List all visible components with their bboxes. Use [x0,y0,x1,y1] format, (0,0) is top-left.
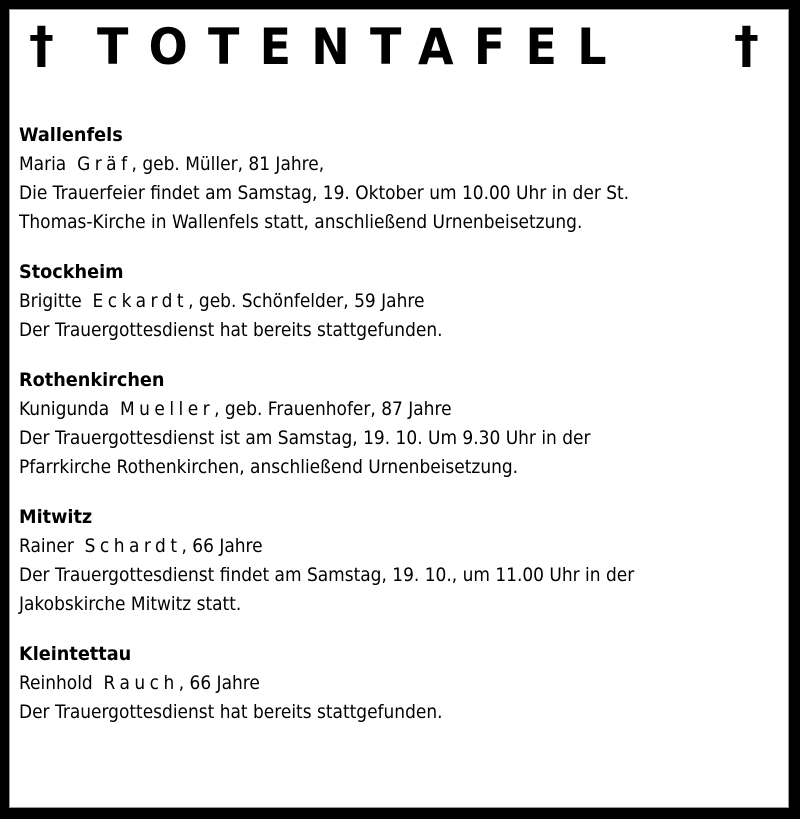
surname: Gräf [77,153,132,175]
entry-text-line: Der Trauergottesdienst hat bereits stattgefunden. [19,319,443,341]
entry-name [19,669,699,698]
entry-name [19,395,699,424]
entry-text-line: Pfarrkirche Rothenkirchen, anschließend Urnenbeisetzung. [19,456,519,478]
name-details: , 66 Jahre [178,672,260,694]
obituary-entry [19,366,779,482]
first-name: Maria [19,153,67,175]
first-name: Brigitte [19,290,82,312]
name-details: , 66 Jahre [181,535,263,557]
first-name: Reinhold [19,672,93,694]
surname: Schardt [84,535,182,557]
entry-text-line: Jakobskirche Mitwitz statt. [19,593,242,615]
first-name: Kunigunda [19,398,110,420]
surname: Eckardt [92,290,189,312]
first-name: Rainer [19,535,74,557]
obituary-entry [19,258,779,345]
entry-text-line: Der Trauergottesdienst findet am Samstag, 19. 10., um 11.00 Uhr in der [19,564,635,586]
entry-text-line: Thomas-Kirche in Wallenfels statt, anschließend Urnenbeisetzung. [19,211,583,233]
surname: Rauch [103,672,179,694]
name-details: , geb. Müller, 81 Jahre, [131,153,325,175]
header [9,9,789,89]
surname: Mueller [119,398,215,420]
entry-place: Mitwitz [19,506,93,528]
obituary-entry [19,503,779,619]
entry-text-line: Der Trauergottesdienst hat bereits stattgefunden. [19,701,443,723]
entry-place: Stockheim [19,261,124,283]
obituary-entry [19,640,779,727]
entry-name [19,532,699,561]
entry-text-line: Die Trauerfeier findet am Samstag, 19. Oktober um 10.00 Uhr in der St. [19,182,630,204]
entry-text-line: Der Trauergottesdienst ist am Samstag, 19. 10. Um 9.30 Uhr in der [19,427,591,449]
obituary-entry [19,121,779,237]
name-details: , geb. Frauenhofer, 87 Jahre [214,398,452,420]
entry-name [19,287,699,316]
entry-name [19,150,699,179]
name-details: , geb. Schönfelder, 59 Jahre [188,290,425,312]
cross-icon: † [29,16,54,74]
obituary-board [9,9,789,808]
obituary-list [19,121,779,748]
entry-place: Kleintettau [19,643,132,665]
cross-icon: † [734,16,759,74]
entry-place: Wallenfels [19,124,123,146]
page-title: TOTENTAFEL [97,18,627,76]
entry-place: Rothenkirchen [19,369,165,391]
